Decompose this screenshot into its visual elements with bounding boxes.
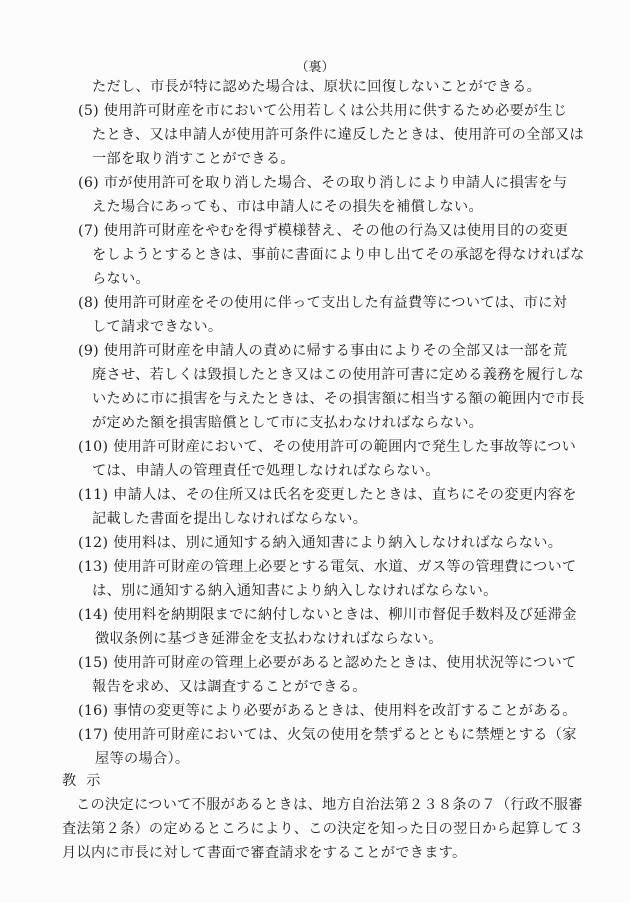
condition-text-line: (10) 使用許可財産において、その使用許可の範囲内で発生した事故等につい [78, 439, 577, 455]
page-side-label: （裏） [295, 60, 335, 75]
condition-text-line: して請求できない。 [92, 319, 223, 335]
condition-text-line: 廃させ、若しくは毀損したとき又はこの使用許可書に定める義務を履行しな [92, 367, 585, 383]
notice-text-line: この決定について不服があるときは、地方自治法第２３８条の７（行政不服審 [76, 797, 583, 813]
condition-text-line: (17) 使用許可財産においては、火気の使用を禁ずるとともに禁煙とする（家 [78, 727, 577, 743]
condition-text-line: 報告を求め、又は調査することができる。 [92, 679, 367, 695]
condition-text-line: (8) 使用許可財産をその使用に伴って支出した有益費等については、市に対 [78, 295, 568, 311]
condition-text-line: は、別に通知する納入通知書により納入しなければならない。 [92, 583, 498, 599]
condition-text-line: (12) 使用料は、別に通知する納入通知書により納入しなければならない。 [78, 535, 563, 551]
condition-text-line: 一部を取り消すことができる。 [92, 151, 295, 167]
condition-text-line: ただし、市長が特に認めた場合は、原状に回復しないことができる。 [92, 79, 542, 95]
condition-text-line: が定めた額を損害賠償として市に支払わなければならない。 [92, 415, 484, 431]
condition-text-line: (6) 市が使用許可を取り消した場合、その取り消しにより申請人に損害を与 [78, 175, 568, 191]
condition-text-line: 記載した書面を提出しなければならない。 [92, 511, 368, 527]
condition-text-line: (15) 使用許可財産の管理上必要があると認めたときは、使用状況等について [78, 655, 577, 671]
condition-text-line: をしようとするときは、事前に書面により申し出てその承認を得なければな [92, 247, 585, 263]
condition-text-line: らない。 [92, 271, 150, 287]
condition-text-line: 屋等の場合）。 [95, 751, 190, 767]
condition-text-line: いために市に損害を与えたときは、その損害額に相当する額の範囲内で市長 [92, 391, 585, 407]
condition-text-line: たとき、又は申請人が使用許可条件に違反したときは、使用許可の全部又は [92, 127, 585, 143]
notice-heading: 教示 [62, 773, 111, 789]
condition-text-line: (5) 使用許可財産を市において公用若しくは公共用に供するため必要が生じ [78, 103, 568, 119]
condition-text-line: (9) 使用許可財産を申請人の責めに帰する事由によりその全部又は一部を荒 [78, 343, 568, 359]
condition-text-line: えた場合にあっても、市は申請人にその損失を補償しない。 [92, 199, 484, 215]
condition-text-line: (13) 使用許可財産の管理上必要とする電気、水道、ガス等の管理費について [78, 559, 577, 575]
condition-text-line: 徴収条例に基づき延滞金を支払わなければならない。 [95, 631, 443, 647]
condition-text-line: (14) 使用料を納期限までに納付しないときは、柳川市督促手数料及び延滞金 [78, 607, 577, 623]
notice-text-line: 査法第２条）の定めるところにより、この決定を知った日の翌日から起算して３ [62, 821, 584, 837]
condition-text-line: (7) 使用許可財産をやむを得ず模様替え、その他の行為又は使用目的の変更 [78, 223, 569, 239]
condition-text-line: ては、申請人の管理責任で処理しなければならない。 [92, 463, 440, 479]
condition-text-line: (16) 事情の変更等により必要があるときは、使用料を改訂することがある。 [78, 703, 577, 719]
notice-text-line: 月以内に市長に対して書面で審査請求をすることができます。 [62, 845, 467, 861]
condition-text-line: (11) 申請人は、その住所又は氏名を変更したときは、直ちにその変更内容を [78, 487, 577, 503]
